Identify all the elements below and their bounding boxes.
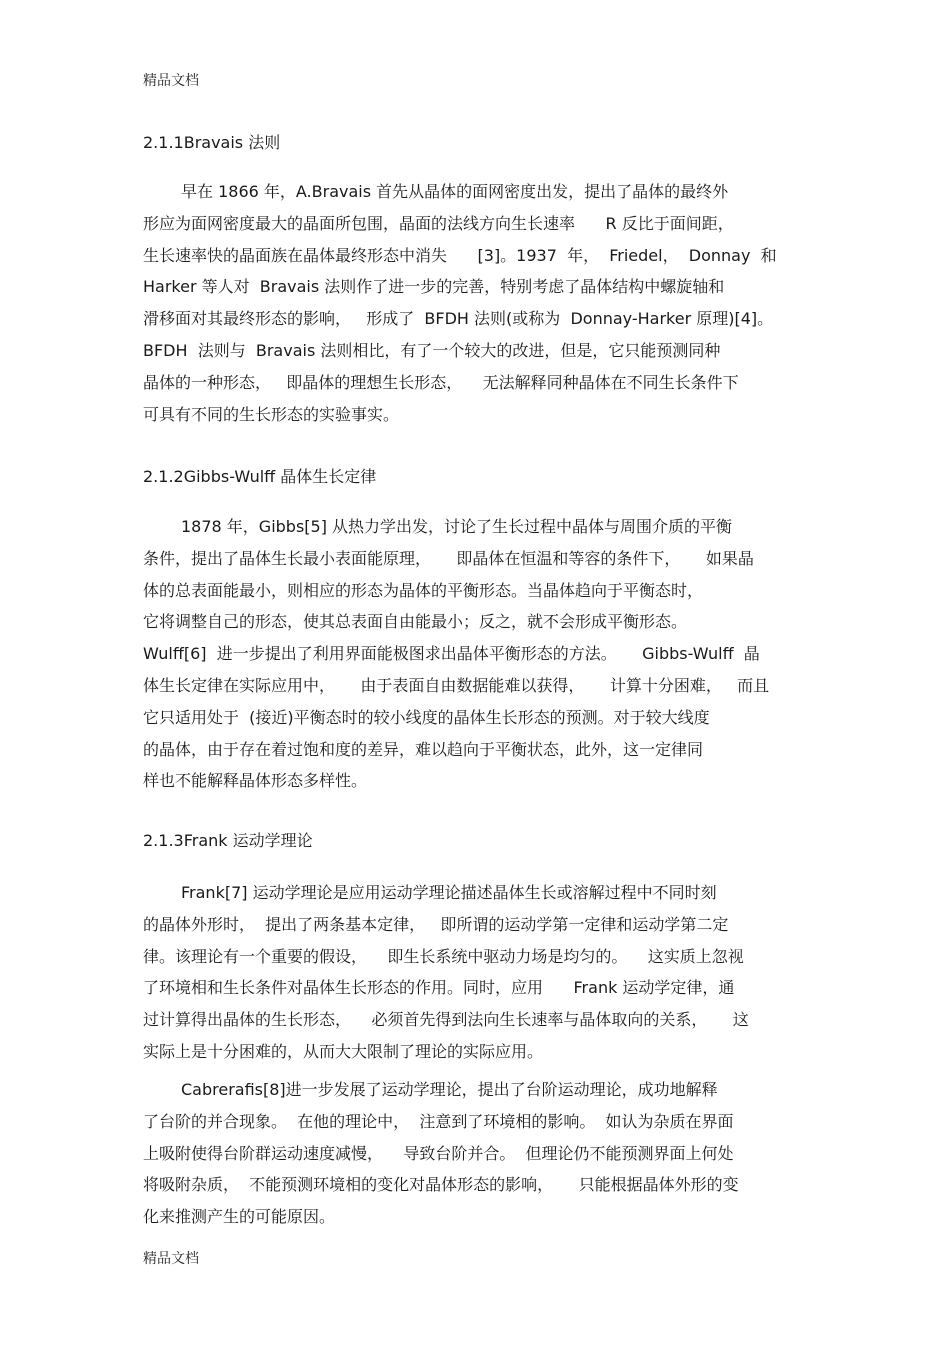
text-line: 形应为面网密度最大的晶面所包围，晶面的法线方向生长速率 R 反比于面间距， [143, 213, 734, 233]
text-line: 过计算得出晶体的生长形态， 必须首先得到法向生长速率与晶体取向的关系， 这 [143, 1010, 749, 1030]
text-line: 体的总表面能最小，则相应的形态为晶体的平衡形态。当晶体趋向于平衡态时， [143, 580, 704, 600]
text-line: 它将调整自己的形态，使其总表面自由能最小；反之，就不会形成平衡形态。 [143, 612, 688, 632]
paragraph-gibbs-wulff [143, 511, 809, 797]
text-line: 生长速率快的晶面族在晶体最终形态中消失 [3]。1937 年， Friedel， Donnay 和 [143, 245, 777, 265]
text-line: 条件，提出了晶体生长最小表面能原理， 即晶体在恒温和等容的条件下， 如果晶 [143, 548, 754, 568]
text-line: 的晶体，由于存在着过饱和度的差异，难以趋向于平衡状态，此外，这一定律同 [143, 739, 704, 759]
page-footer: 精品文档 [143, 1251, 199, 1267]
text-line: 晶体的一种形态， 即晶体的理想生长形态， 无法解释同种晶体在不同生长条件下 [143, 372, 739, 392]
paragraph-frank [143, 877, 809, 1068]
section-heading-2-1-2: 2.1.2Gibbs-Wulff 晶体生长定律 [143, 467, 377, 486]
paragraph-bravais [143, 176, 809, 430]
text-line: Cabrerafis[8]进一步发展了运动学理论，提出了台阶运动理论，成功地解释 [181, 1080, 718, 1099]
text-line: 体生长定律在实际应用中， 由于表面自由数据能难以获得， 计算十分困难， 而且 [143, 675, 770, 695]
text-line: Harker 等人对 Bravais 法则作了进一步的完善，特别考虑了晶体结构中螺旋轴和 [143, 277, 725, 297]
text-line: BFDH 法则与 Bravais 法则相比，有了一个较大的改进，但是，它只能预测同种 [143, 340, 721, 360]
text-line: Wulff[6] 进一步提出了利用界面能极图求出晶体平衡形态的方法。 Gibbs-Wulff 晶 [143, 644, 760, 664]
text-line: 1878 年，Gibbs[5] 从热力学出发，讨论了生长过程中晶体与周围介质的平衡 [181, 517, 733, 536]
text-line: 可具有不同的生长形态的实验事实。 [143, 404, 400, 424]
section-heading-2-1-1: 2.1.1Bravais 法则 [143, 133, 281, 152]
text-line: 滑移面对其最终形态的影响， 形成了 BFDH 法则(或称为 Donnay-Harker 原理)[4]。 [143, 309, 774, 329]
section-heading-2-1-3: 2.1.3Frank 运动学理论 [143, 831, 313, 850]
text-line: 早在 1866 年，A.Bravais 首先从晶体的面网密度出发，提出了晶体的最终外 [181, 182, 729, 201]
text-line: 上吸附使得台阶群运动速度减慢， 导致台阶并合。 但理论仍不能预测界面上何处 [143, 1143, 734, 1163]
text-line: 它只适用处于 (接近)平衡态时的较小线度的晶体生长形态的预测。对于较大线度 [143, 707, 710, 727]
text-line: 将吸附杂质， 不能预测环境相的变化对晶体形态的影响， 只能根据晶体外形的变 [143, 1175, 739, 1195]
text-line: 实际上是十分困难的，从而大大限制了理论的实际应用。 [143, 1041, 544, 1061]
text-line: 化来推测产生的可能原因。 [143, 1207, 336, 1227]
paragraph-cabrerafis [143, 1074, 809, 1233]
text-line: 了环境相和生长条件对晶体生长形态的作用。同时，应用 Frank 运动学定律，通 [143, 978, 735, 998]
text-line: 律。该理论有一个重要的假设， 即生长系统中驱动力场是均匀的。 这实质上忽视 [143, 946, 744, 966]
text-line: 样也不能解释晶体形态多样性。 [143, 771, 368, 791]
text-line: Frank[7] 运动学理论是应用运动学理论描述晶体生长或溶解过程中不同时刻 [181, 883, 717, 902]
text-line: 的晶体外形时， 提出了两条基本定律， 即所谓的运动学第一定律和运动学第二定 [143, 914, 729, 934]
page-header: 精品文档 [143, 73, 199, 89]
text-line: 了台阶的并合现象。 在他的理论中， 注意到了环境相的影响。 如认为杂质在界面 [143, 1111, 734, 1131]
